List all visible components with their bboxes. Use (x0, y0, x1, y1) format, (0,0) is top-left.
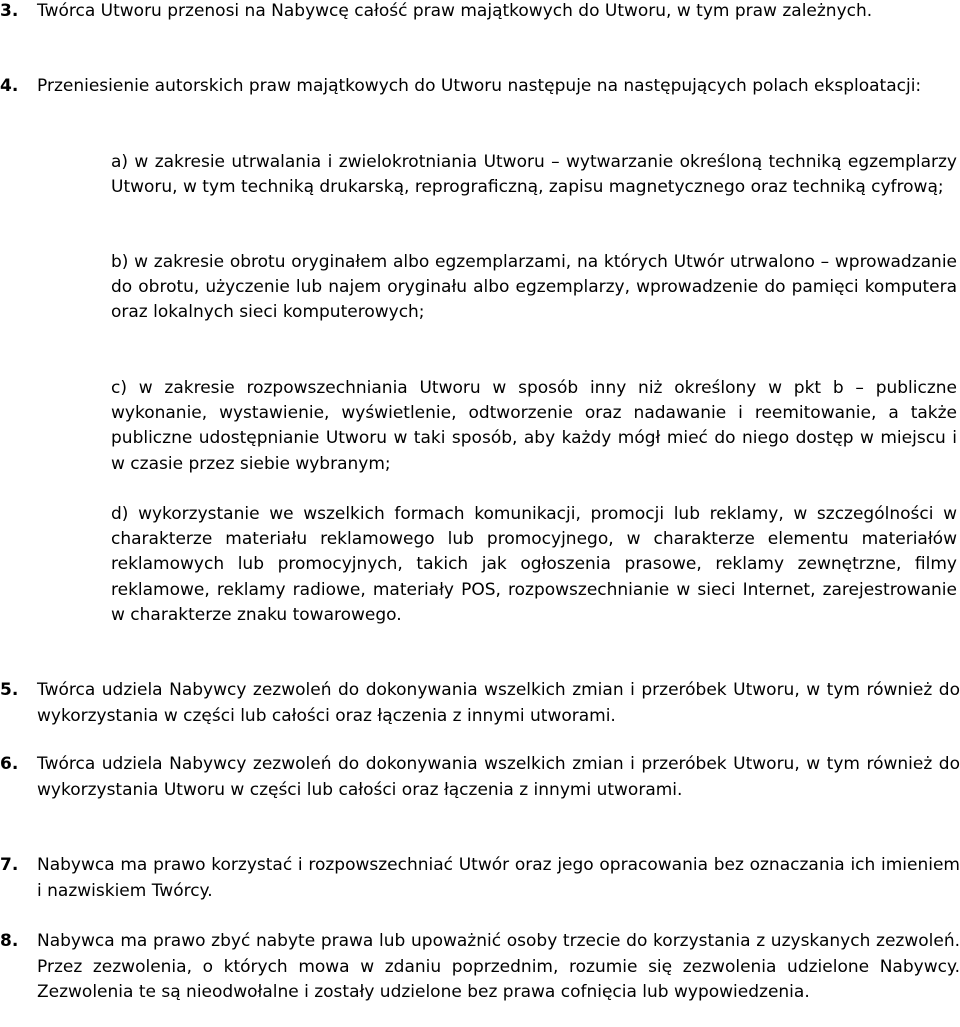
clause-number: 7. (0, 855, 19, 875)
clause-number: 8. (0, 931, 19, 951)
clause-text: Nabywca ma prawo korzystać i rozpowszechniać Utwór oraz jego opracowania bez oznaczania ich imieniem i nazwiskiem Twórcy. (37, 855, 960, 901)
field-a: a) w zakresie utrwalania i zwielokrotniania Utworu – wytwarzanie określoną techniką egzemplarzy Utworu, w tym techniką drukarską, reprograficzną, zapisu magnetycznego oraz techniką cyfrową; (111, 152, 957, 198)
clause-3 (0, 0, 960, 25)
clause-number: 4. (0, 76, 19, 96)
clause-number: 3. (0, 1, 19, 21)
clause-number: 6. (0, 754, 19, 774)
clause-4 (0, 74, 960, 100)
clause-8 (0, 929, 960, 1006)
clause-7 (0, 853, 960, 904)
clause-text: Twórca udziela Nabywcy zezwoleń do dokonywania wszelkich zmian i przeróbek Utworu, w tym również do wykorzystania Utworu w części lub całości oraz łączenia z innymi utworami. (37, 754, 960, 800)
clause-6 (0, 752, 960, 803)
clause-text: Przeniesienie autorskich praw majątkowych do Utworu następuje na następujących polach eksploatacji: (37, 76, 922, 96)
clause-text: Nabywca ma prawo zbyć nabyte prawa lub upoważnić osoby trzecie do korzystania z uzyskanych zezwoleń. Przez zezwolenia, o których mowa w zdaniu poprzednim, rozumie się zezwolenia udzielone Nabywcy. Zezwolenia te są nieodwołalne i zostały udzielone bez prawa cofnięcia lub wypowiedzenia. (37, 931, 960, 1002)
field-d: d) wykorzystanie we wszelkich formach komunikacji, promocji lub reklamy, w szczególności w charakterze materiału reklamowego lub promocyjnego, w charakterze elementu materiałów reklamowych lub promocyjnych, takich jak ogłoszenia prasowe, reklamy zewnętrzne, filmy reklamowe, reklamy radiowe, materiały POS, rozpowszechnianie w sieci Internet, zarejestrowanie w charakterze znaku towarowego. (111, 504, 957, 625)
clause-text: Twórca udziela Nabywcy zezwoleń do dokonywania wszelkich zmian i przeróbek Utworu, w tym również do wykorzystania w części lub całości oraz łączenia z innymi utworami. (37, 680, 960, 726)
field-b: b) w zakresie obrotu oryginałem albo egzemplarzami, na których Utwór utrwalono – wprowadzanie do obrotu, użyczenie lub najem oryginału albo egzemplarzy, wprowadzenie do pamięci komputera oraz lokalnych sieci komputerowych; (111, 252, 957, 323)
field-c: c) w zakresie rozpowszechniania Utworu w sposób inny niż określony w pkt b – publiczne wykonanie, wystawienie, wyświetlenie, odtworzenie oraz nadawanie i reemitowanie, a także publiczne udostępnianie Utworu w taki sposób, aby każdy mógł mieć do niego dostęp w miejscu i w czasie przez siebie wybranym; (111, 378, 957, 474)
clause-5 (0, 678, 960, 729)
clause-text: Twórca Utworu przenosi na Nabywcę całość praw majątkowych do Utworu, w tym praw zależnych. (37, 1, 873, 21)
clause-number: 5. (0, 680, 19, 700)
